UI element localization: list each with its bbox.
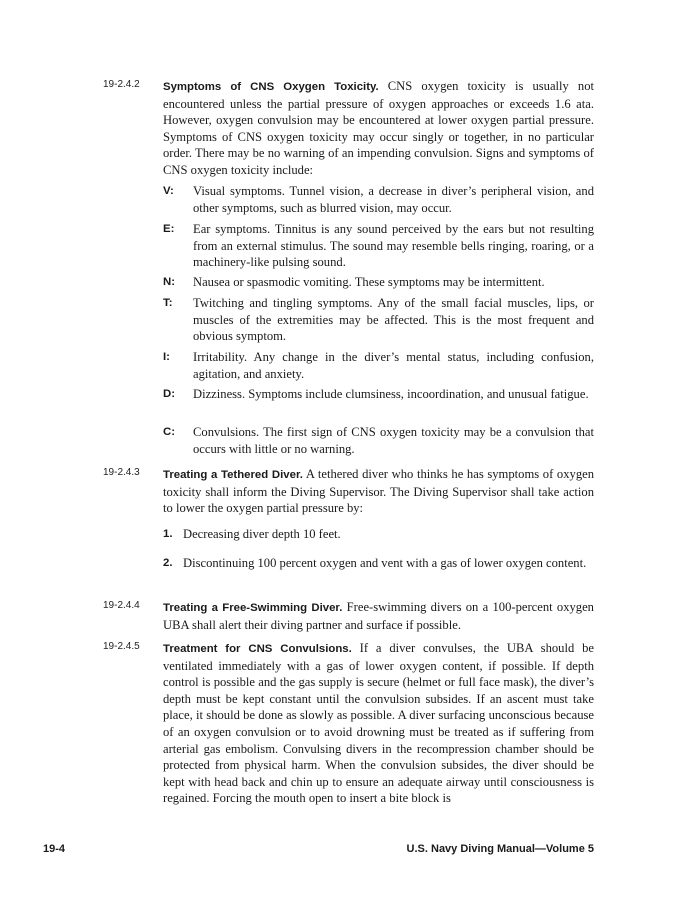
step-number: 2. [163, 557, 173, 569]
step-number: 1. [163, 528, 173, 540]
section-body [163, 78, 594, 179]
section-number: 19-2.4.4 [103, 600, 140, 611]
section-heading: Treating a Free-Swimming Diver. [163, 602, 343, 614]
ventid-text: Visual symptoms. Tunnel vision, a decrease in diver’s peripheral vision, and other symptoms, such as blurred vision, may occur. [193, 184, 594, 215]
ventid-letter: V: [163, 185, 174, 197]
section-body [163, 640, 594, 807]
section-number: 19-2.4.3 [103, 467, 140, 478]
ventid-letter: D: [163, 388, 176, 400]
section-number: 19-2.4.2 [103, 79, 140, 90]
footer-title: U.S. Navy Diving Manual—Volume 5 [406, 843, 594, 855]
ventid-letter: T: [163, 297, 173, 309]
section-body [163, 599, 594, 633]
step-text: Discontinuing 100 percent oxygen and vent with a gas of lower oxygen content. [183, 556, 587, 570]
section-heading: Treatment for CNS Convulsions. [163, 643, 352, 655]
ventid-text: Ear symptoms. Tinnitus is any sound perceived by the ears but not resulting from an external stimulus. The sound may resemble bells ringing, roaring, or a machinery-like pulsing sound. [193, 222, 594, 270]
section-number: 19-2.4.5 [103, 641, 140, 652]
ventid-text: Dizziness. Symptoms include clumsiness, incoordination, and unusual fatigue. [193, 387, 589, 401]
section-text: If a diver convulses, the UBA should be ventilated immediately with a gas of lower oxygen content, if possible. If depth control is possible and the gas supply is secure (helmet or full face mask), the diver’s depth must be kept constant until the convulsion subsides. If an ascent must take place, it should be done as slowly as possible. A diver surfacing unconscious because of an oxygen convulsion or to avoid drowning must be treated as if suffering from arterial gas embolism. Convulsing divers in the recompression chamber should be protected from physical harm. When the convulsion subsides, the diver should be kept with head back and chin up to ensure an adequate airway until consciousness is regained. Forcing the mouth open to insert a bite block is [163, 641, 594, 806]
section-heading: Symptoms of CNS Oxygen Toxicity. [163, 81, 379, 93]
ventid-text: Irritability. Any change in the diver’s mental status, including confusion, agitation, and anxiety. [193, 350, 594, 381]
section-text: A tethered diver who thinks he has symptoms of oxygen toxicity shall inform the Diving Supervisor. The Diving Supervisor shall take action to lower the oxygen partial pressure by: [163, 467, 594, 516]
ventid-letter: N: [163, 276, 176, 288]
ventid-text: Convulsions. The first sign of CNS oxygen toxicity may be a convulsion that occurs with little or no warning. [193, 425, 594, 456]
ventid-letter: E: [163, 223, 175, 235]
ventid-letter: C: [163, 426, 176, 438]
section-text: Free-swimming divers on a 100-percent oxygen UBA shall alert their diving partner and surface if possible. [163, 600, 594, 632]
page-number: 19-4 [43, 843, 66, 855]
ventid-text: Nausea or spasmodic vomiting. These symptoms may be intermittent. [193, 275, 545, 289]
section-body [163, 466, 594, 517]
step-text: Decreasing diver depth 10 feet. [183, 527, 341, 541]
ventid-letter: I: [163, 351, 170, 363]
ventid-text: Twitching and tingling symptoms. Any of the small facial muscles, lips, or muscles of the extremities may be affected. This is the most frequent and obvious symptom. [193, 296, 594, 344]
section-heading: Treating a Tethered Diver. [163, 469, 303, 481]
section-text: CNS oxygen toxicity is usually not encountered unless the partial pressure of oxygen approaches or exceeds 1.6 ata. However, oxygen convulsion may be encountered at lower oxygen partial pressure. Symptoms of CNS oxygen toxicity may occur singly or together, in no particular order. There may be no warning of an impending convulsion. Signs and symptoms of CNS oxygen toxicity include: [163, 79, 594, 177]
